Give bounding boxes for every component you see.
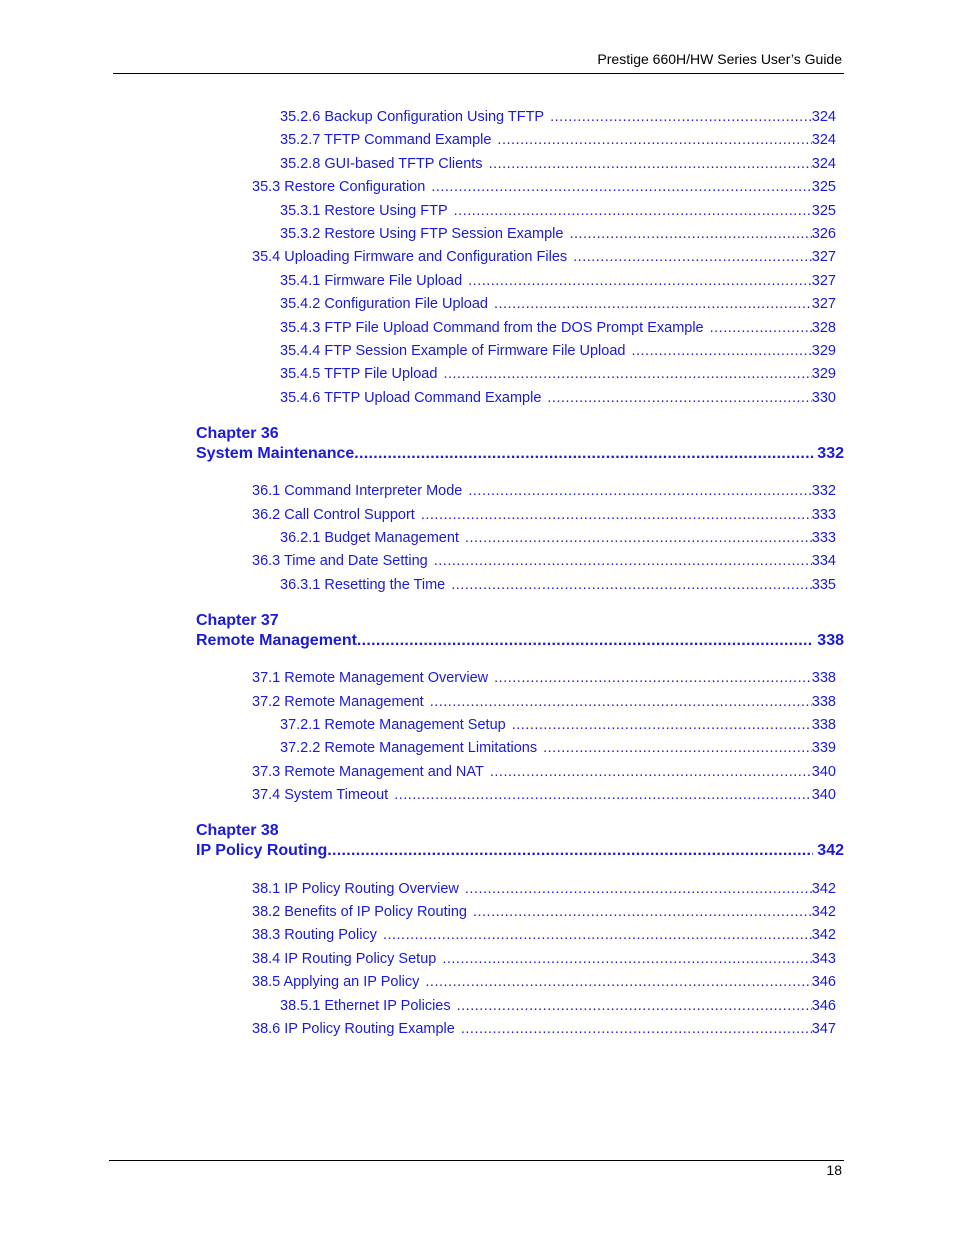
toc-entry[interactable]: 38.4 IP Routing Policy Setup ..... 343 [252,949,836,969]
page-number: 18 [826,1162,842,1178]
dot-leader [573,247,812,267]
dot-leader [468,271,812,291]
toc-entry[interactable]: 35.4 Uploading Firmware and Configuration Files ..... 327 [252,247,836,267]
toc-entry[interactable]: 37.4 System Timeout ..... 340 [252,785,836,805]
toc-entry[interactable]: 36.2 Call Control Support ..... 333 [252,505,836,525]
toc-entry[interactable]: 38.6 IP Policy Routing Example ..... 347 [252,1019,836,1039]
toc-entry[interactable]: 38.5 Applying an IP Policy ..... 346 [252,972,836,992]
toc-entry[interactable]: 38.3 Routing Policy ..... 342 [252,925,836,945]
toc-entry[interactable]: 36.3 Time and Date Setting ..... 334 [252,551,836,571]
chapter-title[interactable]: Remote Management ..... 338 [196,631,844,651]
toc-entry[interactable]: 38.2 Benefits of IP Policy Routing ..... 342 [252,902,836,922]
dot-leader [461,1019,812,1039]
chapter-number[interactable]: Chapter 36 [196,425,279,442]
toc-entry[interactable]: 35.3 Restore Configuration ..... 325 [252,177,836,197]
dot-leader [490,762,812,782]
dot-leader [442,949,811,969]
footer-divider [109,1160,844,1161]
toc-entry[interactable]: 35.3.2 Restore Using FTP Session Example ..... 326 [280,224,836,244]
dot-leader [631,341,811,361]
dot-leader [497,130,811,150]
toc-entry[interactable]: 38.1 IP Policy Routing Overview ..... 342 [252,879,836,899]
dot-leader [383,925,812,945]
dot-leader [550,107,812,127]
chapter-number[interactable]: Chapter 38 [196,822,279,839]
dot-leader [569,224,811,244]
toc-entry[interactable]: 37.3 Remote Management and NAT ..... 340 [252,762,836,782]
dot-leader [354,444,813,464]
dot-leader [421,505,812,525]
dot-leader [547,388,811,408]
chapter-title[interactable]: IP Policy Routing ..... 342 [196,841,844,861]
dot-leader [512,715,812,735]
toc-entry[interactable]: 35.4.6 TFTP Upload Command Example ..... 330 [280,388,836,408]
dot-leader [394,785,812,805]
toc-entry[interactable]: 35.3.1 Restore Using FTP ..... 325 [280,201,836,221]
dot-leader [430,692,812,712]
dot-leader [710,318,812,338]
dot-leader [473,902,812,922]
toc-entry[interactable]: 38.5.1 Ethernet IP Policies ..... 346 [280,996,836,1016]
toc-entry[interactable]: 37.2.2 Remote Management Limitations ..... 339 [280,738,836,758]
dot-leader [494,668,812,688]
dot-leader [457,996,812,1016]
chapter-title[interactable]: System Maintenance ..... 332 [196,444,844,464]
toc-entry[interactable]: 35.4.4 FTP Session Example of Firmware File Upload ..... 329 [280,341,836,361]
dot-leader [489,154,812,174]
dot-leader [425,972,811,992]
toc-entry[interactable]: 36.3.1 Resetting the Time ..... 335 [280,575,836,595]
toc-entry[interactable]: 36.1 Command Interpreter Mode ..... 332 [252,481,836,501]
toc-entry[interactable]: 35.2.7 TFTP Command Example ..... 324 [280,130,836,150]
dot-leader [443,364,811,384]
header-title: Prestige 660H/HW Series User’s Guide [597,51,842,67]
dot-leader [327,841,813,861]
dot-leader [494,294,812,314]
toc-entry[interactable]: 35.4.2 Configuration File Upload ..... 327 [280,294,836,314]
chapter-number[interactable]: Chapter 37 [196,612,279,629]
dot-leader [468,481,811,501]
dot-leader [357,631,813,651]
dot-leader [465,879,812,899]
toc-entry[interactable]: 35.4.1 Firmware File Upload ..... 327 [280,271,836,291]
toc-entry[interactable]: 35.4.3 FTP File Upload Command from the DOS Prompt Example ..... 328 [280,318,836,338]
dot-leader [434,551,812,571]
dot-leader [454,201,812,221]
dot-leader [431,177,811,197]
toc-entry[interactable]: 36.2.1 Budget Management ..... 333 [280,528,836,548]
toc-entry[interactable]: 37.2 Remote Management ..... 338 [252,692,836,712]
toc-entry[interactable]: 35.2.8 GUI-based TFTP Clients ..... 324 [280,154,836,174]
dot-leader [543,738,812,758]
toc-entry[interactable]: 35.2.6 Backup Configuration Using TFTP ..... 324 [280,107,836,127]
dot-leader [451,575,812,595]
toc-entry[interactable]: 37.1 Remote Management Overview ..... 338 [252,668,836,688]
toc-entry[interactable]: 37.2.1 Remote Management Setup ..... 338 [280,715,836,735]
toc-entry[interactable]: 35.4.5 TFTP File Upload ..... 329 [280,364,836,384]
dot-leader [465,528,812,548]
